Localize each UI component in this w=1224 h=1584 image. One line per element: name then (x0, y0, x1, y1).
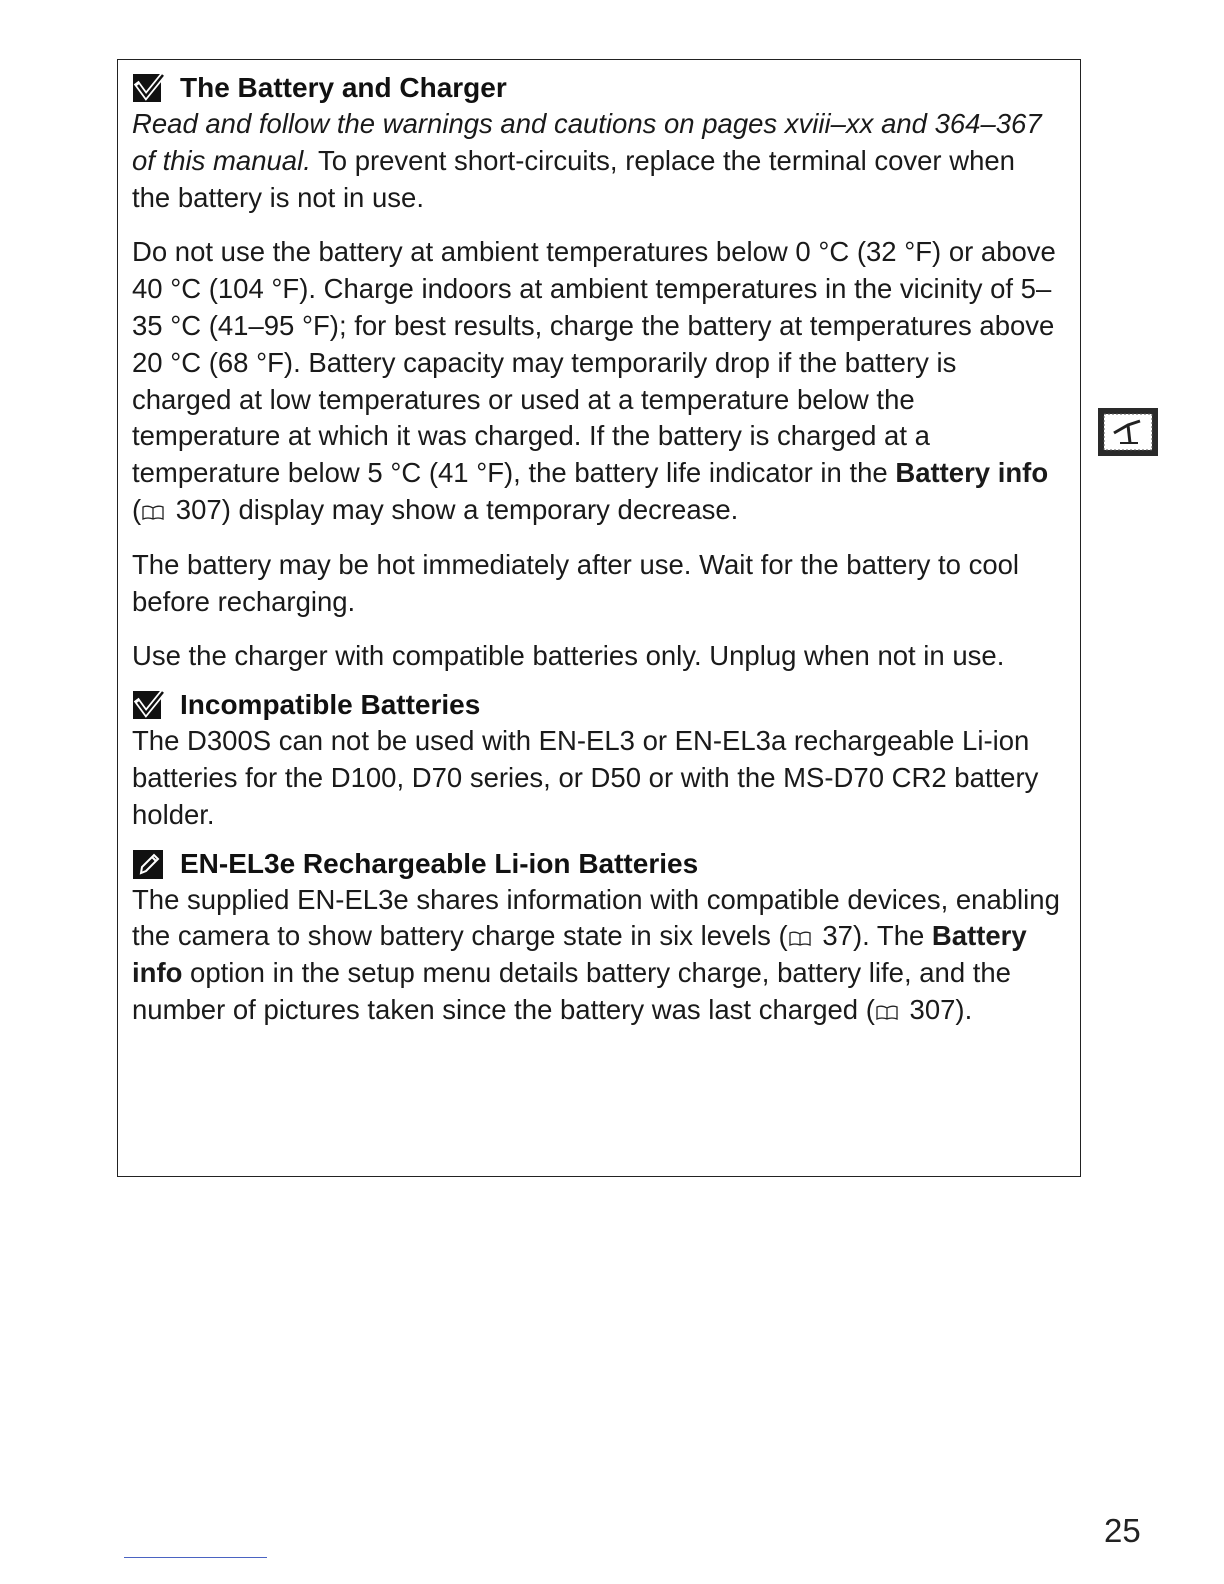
page-ref: 307). (901, 993, 973, 1025)
paragraph-text: The (869, 920, 932, 952)
section-heading-en-el3e (132, 846, 1060, 882)
section-title: The Battery and Charger (180, 72, 507, 103)
book-reference-icon (876, 1005, 898, 1020)
caution-box (117, 59, 1081, 1177)
incompatible-paragraph: The D300S can not be used with EN-EL3 or EN-EL3a rechargeable Li-ion batteries for the D100, D70 series, or D50 or with the MS-D70 CR2 battery holder. (132, 725, 1039, 830)
intro-text: To prevent short-circuits, replace the terminal cover when the battery is not in use. (132, 144, 1015, 213)
intro-tab-icon (1097, 407, 1159, 457)
italic-note: Read and follow the warnings and cautions on pages xviii–xx and 364–367 of this manual. (132, 108, 1042, 176)
caution-check-icon (132, 72, 166, 104)
caution-check-icon (132, 689, 166, 721)
paragraph-text: display may show a temporary decrease. (230, 493, 739, 525)
pencil-note-icon (132, 848, 166, 880)
section-title: EN-EL3e Rechargeable Li-ion Batteries (180, 847, 699, 879)
page-number: 25 (1104, 1512, 1141, 1549)
menu-item-name: Battery info (132, 920, 1027, 989)
temperature-paragraph: Do not use the battery at ambient temperatures below 0 °C (32 °F) or above 40 °C (104 °F). Charge indoors at ambient temperatures in the vicinity of 5–35 °C (41–95 °F); for best results, charge the battery at temperatures above 20 °C (68 °F). Battery capacity may temporarily drop if the battery is charged at low temperatures or used at a temperature below the temperature at which it was charged. If the battery is charged at a temperature below 5 °C (41 °F), the battery life indicator in the Battery info ( 307) display may show a temporary decrease. (132, 236, 1056, 525)
menu-item-name: Battery info (895, 457, 1049, 489)
section-title: Incompatible Batteries (180, 689, 481, 721)
section-heading-incompatible (132, 687, 1060, 723)
section-heading-battery-charger (132, 70, 1060, 106)
page-ref: 307) (168, 493, 231, 525)
paragraph-text: option in the setup menu details battery charge, battery life, and the number of pictures taken since the battery was last charged ( (132, 957, 1011, 1025)
charger-paragraph: Use the charger with compatible batteries only. Unplug when not in use. (132, 640, 1005, 672)
footer-rule (124, 1557, 267, 1558)
paragraph-text: The supplied EN-EL3e shares information with compatible devices, enabling the camera to show battery charge state in six levels ( (132, 883, 1060, 952)
book-reference-icon (142, 505, 164, 520)
page-ref: 37). (814, 920, 870, 952)
paragraph-text: Do not use the battery at ambient temperatures below 0 °C (32 °F) or above 40 °C (104 °F). Charge indoors at ambient temperatures in the vicinity of 5–35 °C (41–95 °F); for best results, charge the battery at temperatures above 20 °C (68 °F). Battery capacity may temporarily drop if the battery is charged at low temperatures or used at a temperature below the temperature at which it was charged. If the battery is charged at a temperature below 5 °C (41 °F), the battery life indicator in the (132, 236, 1056, 489)
hot-battery-paragraph: The battery may be hot immediately after use. Wait for the battery to cool before recharging. (132, 548, 1020, 617)
book-reference-icon (789, 931, 811, 946)
en-el3e-paragraph (132, 882, 1060, 1029)
intro-paragraph (132, 106, 1060, 216)
